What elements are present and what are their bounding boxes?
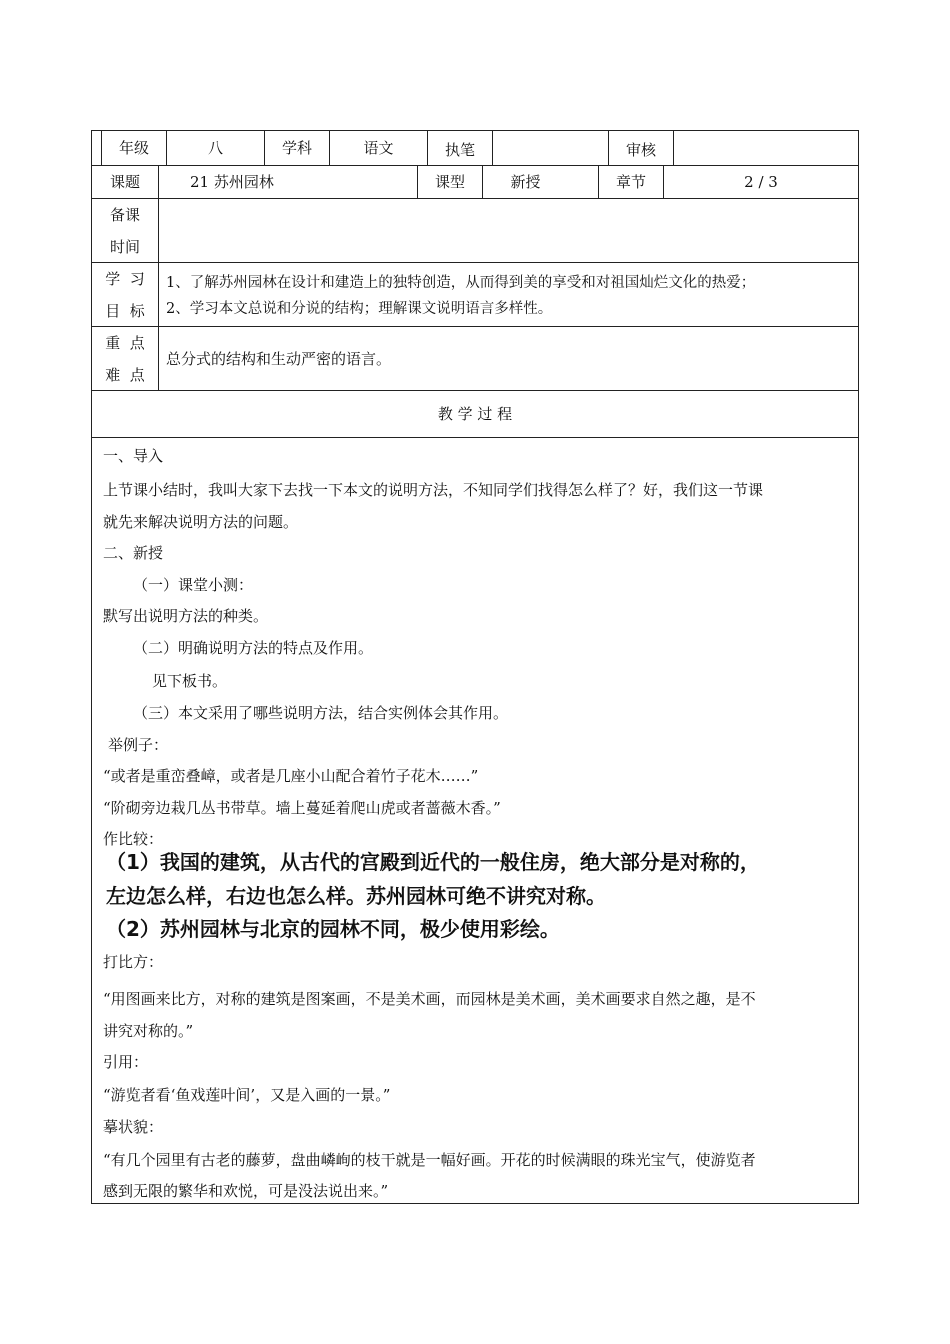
author-value (493, 131, 608, 165)
author-label: 执笔 (444, 141, 475, 159)
intro-paragraph-line1: 上节课小结时，我叫大家下去找一下本文的说明方法，不知同学们找得怎么样了？好，我们这一节课 (103, 481, 764, 499)
step2-note: 见下板书。 (152, 672, 228, 690)
analogy-label: 打比方： (103, 953, 164, 971)
step1-task: 默写出说明方法的种类。 (103, 607, 269, 625)
type-label: 课型 (434, 173, 465, 191)
topic-value: 21 苏州园林 (190, 173, 274, 191)
key-points-label (92, 327, 158, 390)
prep-time-label (92, 199, 158, 262)
key-points-value: 总分式的结构和生动严密的语言。 (166, 349, 392, 368)
describe-quote-line2: 感到无限的繁华和欢悦，可是没法说出来。” (103, 1182, 389, 1200)
compare-item-2: （2）苏州园林与北京的园林不同，极少使用彩绘。 (106, 917, 560, 941)
prep-time-value (166, 199, 856, 262)
topic-label: 课题 (109, 173, 140, 191)
intro-paragraph-line2: 就先来解决说明方法的问题。 (103, 513, 299, 531)
quote-label: 引用： (103, 1053, 149, 1071)
objective-item-1: 1、了解苏州园林在设计和建造上的独特创造，从而得到美的享受和对祖国灿烂文化的热爱； (166, 275, 756, 291)
analogy-quote-line1: “用图画来比方，对称的建筑是图案画，不是美术画，而园林是美术画，美术画要求自然之趣，是不 (103, 990, 756, 1008)
key-points-label-line2: 难 点 (105, 365, 145, 384)
example-label: 举例子： (108, 736, 169, 754)
compare-item-1-line1: （1）我国的建筑，从古代的宫殿到近代的一般住房，绝大部分是对称的， (106, 850, 760, 874)
key-points-label-line1: 重 点 (105, 333, 145, 352)
step1-heading: （一）课堂小测： (133, 576, 254, 594)
objectives-label (92, 263, 158, 326)
intro-heading: 一、导入 (103, 447, 164, 465)
review-label: 审核 (625, 141, 656, 159)
step3-heading: （三）本文采用了哪些说明方法，结合实例体会其作用。 (133, 704, 509, 722)
grade-label: 年级 (118, 139, 149, 157)
step2-heading: （二）明确说明方法的特点及作用。 (133, 639, 374, 657)
prep-time-label-line1: 备课 (109, 205, 140, 224)
chapter-label: 章节 (615, 173, 646, 191)
example-quote-2: “阶砌旁边栽几丛书带草。墙上蔓延着爬山虎或者蔷薇木香。” (103, 799, 501, 817)
compare-label: 作比较： (103, 830, 164, 848)
analogy-quote-line2: 讲究对称的。” (103, 1022, 194, 1040)
objective-item-2: 2、学习本文总说和分说的结构；理解课文说明语言多样性。 (166, 301, 553, 317)
new-lesson-heading: 二、新授 (103, 544, 164, 562)
describe-quote-line1: “有几个园里有古老的藤萝，盘曲嶙峋的枝干就是一幅好画。开花的时候满眼的珠光宝气，使游览者 (103, 1151, 756, 1169)
process-title: 教 学 过 程 (437, 405, 513, 423)
describe-label: 摹状貌： (103, 1118, 164, 1136)
compare-item-1-line2: 左边怎么样，右边也怎么样。苏州园林可绝不讲究对称。 (106, 884, 606, 908)
example-quote-1: “或者是重峦叠嶂，或者是几座小山配合着竹子花木……” (103, 767, 479, 785)
quote-text: “游览者看‘鱼戏莲叶间’，又是入画的一景。” (103, 1086, 391, 1104)
subject-value: 语文 (363, 139, 394, 157)
prep-time-label-line2: 时间 (109, 237, 140, 256)
subject-label: 学科 (281, 139, 312, 157)
objectives-label-line1: 学 习 (105, 269, 145, 288)
review-value (674, 131, 858, 165)
objectives-list (166, 270, 856, 326)
grade-value: 八 (207, 139, 223, 157)
objectives-label-line2: 目 标 (105, 301, 145, 320)
type-value: 新授 (510, 173, 541, 191)
chapter-value: 2 / 3 (744, 173, 778, 191)
